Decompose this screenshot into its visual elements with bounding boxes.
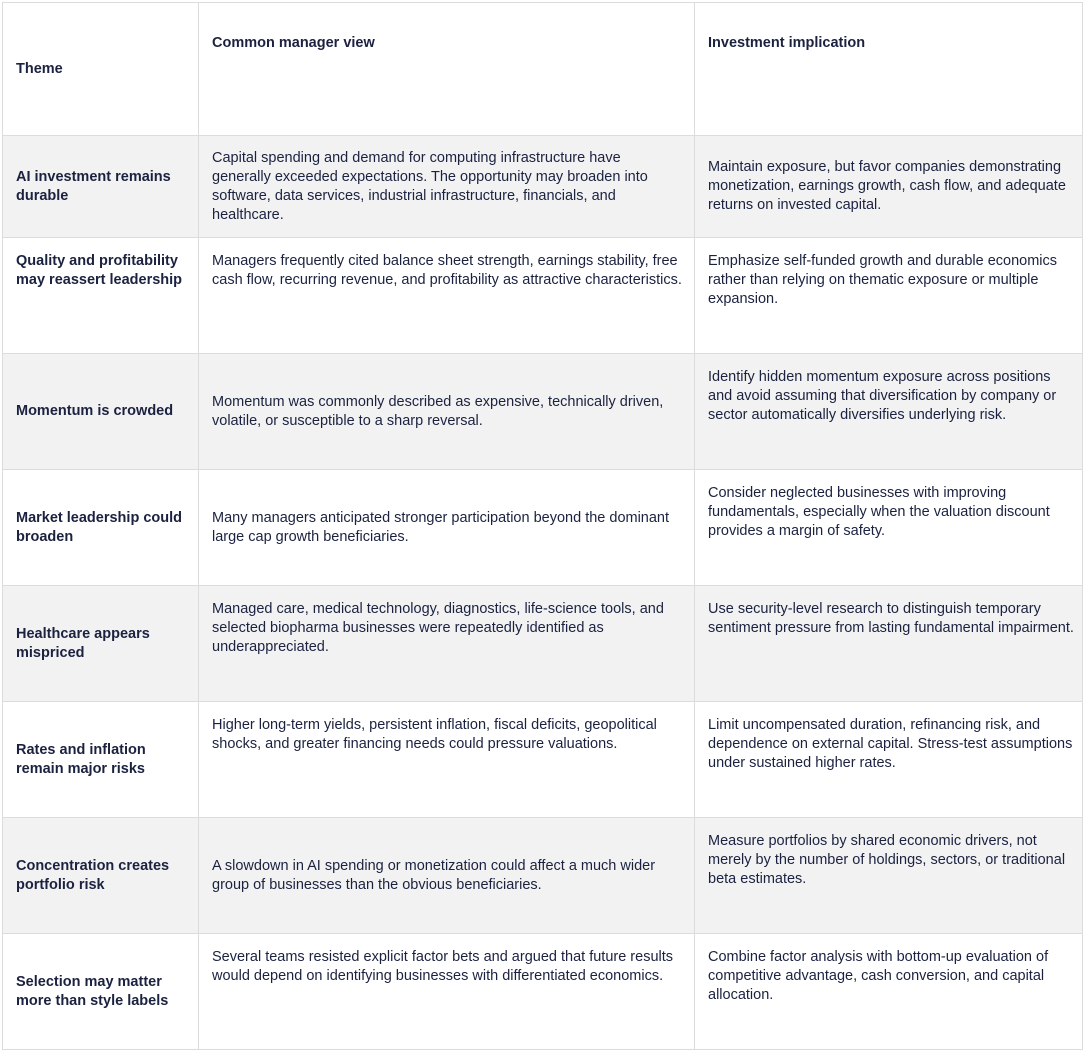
table-row xyxy=(3,238,1083,354)
row-theme: Quality and profitability may reassert leadership xyxy=(3,238,199,354)
row-theme: Rates and inflation remain major risks xyxy=(3,702,199,818)
table-row xyxy=(3,934,1083,1050)
table-row xyxy=(3,354,1083,470)
row-view: Higher long-term yields, persistent inflation, fiscal deficits, geopolitical shocks, and greater financing needs could pressure valuations. xyxy=(199,702,695,818)
table-row xyxy=(3,136,1083,238)
row-implication: Use security-level research to distinguish temporary sentiment pressure from lasting fundamental impairment. xyxy=(695,586,1083,702)
row-theme: Market leadership could broaden xyxy=(3,470,199,586)
row-theme: Selection may matter more than style labels xyxy=(3,934,199,1050)
row-view: Capital spending and demand for computing infrastructure have generally exceeded expectations. The opportunity may broaden into software, data services, industrial infrastructure, financials, and healthcare. xyxy=(199,136,695,238)
row-implication: Combine factor analysis with bottom-up evaluation of competitive advantage, cash conversion, and capital allocation. xyxy=(695,934,1083,1050)
row-implication: Consider neglected businesses with improving fundamentals, especially when the valuation discount provides a margin of safety. xyxy=(695,470,1083,586)
row-theme: Momentum is crowded xyxy=(3,354,199,470)
row-implication: Limit uncompensated duration, refinancing risk, and dependence on external capital. Stress-test assumptions under sustained higher rates. xyxy=(695,702,1083,818)
row-theme: Healthcare appears mispriced xyxy=(3,586,199,702)
table-row xyxy=(3,818,1083,934)
row-theme: Concentration creates portfolio risk xyxy=(3,818,199,934)
header-investment-implication: Investment implication xyxy=(695,3,1083,136)
row-implication: Maintain exposure, but favor companies demonstrating monetization, earnings growth, cash flow, and adequate returns on invested capital. xyxy=(695,136,1083,238)
row-view: Managers frequently cited balance sheet strength, earnings stability, free cash flow, recurring revenue, and profitability as attractive characteristics. xyxy=(199,238,695,354)
row-implication: Measure portfolios by shared economic drivers, not merely by the number of holdings, sectors, or traditional beta estimates. xyxy=(695,818,1083,934)
header-common-manager-view: Common manager view xyxy=(199,3,695,136)
row-implication: Identify hidden momentum exposure across positions and avoid assuming that diversification by company or sector automatically diversifies underlying risk. xyxy=(695,354,1083,470)
row-view: A slowdown in AI spending or monetization could affect a much wider group of businesses than the obvious beneficiaries. xyxy=(199,818,695,934)
header-theme: Theme xyxy=(3,3,199,136)
row-view: Momentum was commonly described as expensive, technically driven, volatile, or susceptible to a sharp reversal. xyxy=(199,354,695,470)
table-row xyxy=(3,470,1083,586)
themes-table xyxy=(2,2,1083,1050)
row-theme: AI investment remains durable xyxy=(3,136,199,238)
table-row xyxy=(3,586,1083,702)
table-header-row xyxy=(3,3,1083,136)
table-row xyxy=(3,702,1083,818)
row-view: Many managers anticipated stronger participation beyond the dominant large cap growth beneficiaries. xyxy=(199,470,695,586)
row-view: Several teams resisted explicit factor bets and argued that future results would depend on identifying businesses with differentiated economics. xyxy=(199,934,695,1050)
row-view: Managed care, medical technology, diagnostics, life-science tools, and selected biopharma businesses were repeatedly identified as underappreciated. xyxy=(199,586,695,702)
row-implication: Emphasize self-funded growth and durable economics rather than relying on thematic exposure or multiple expansion. xyxy=(695,238,1083,354)
